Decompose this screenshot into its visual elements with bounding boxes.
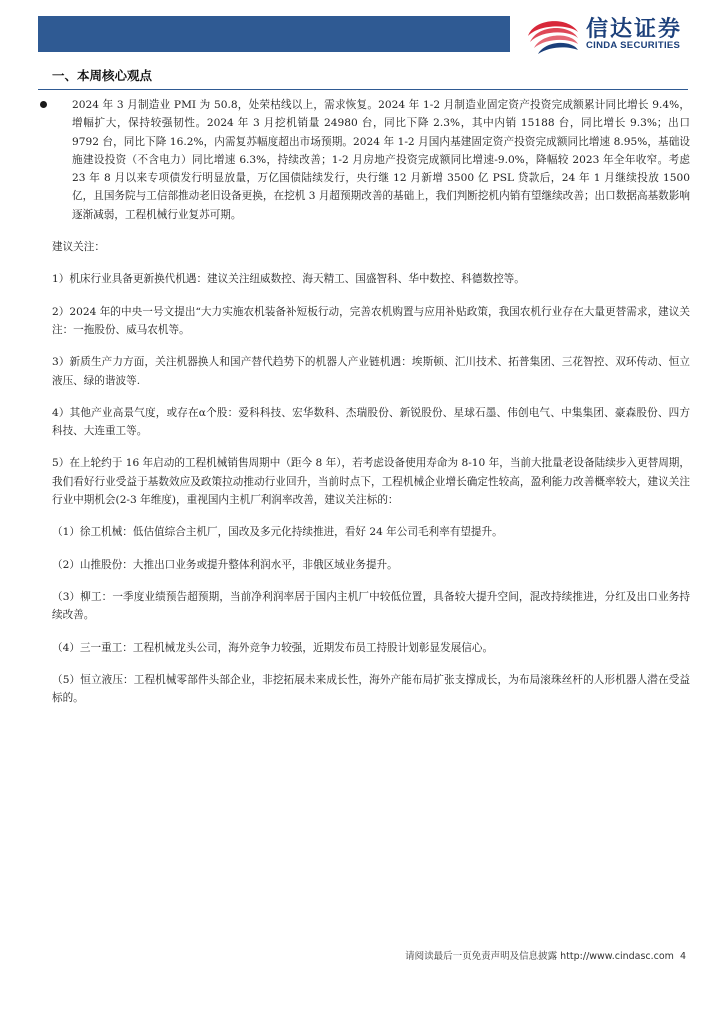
logo-english-text: CINDA SECURITIES	[586, 40, 681, 51]
bullet-dot-icon	[40, 101, 47, 108]
header-bar	[38, 16, 510, 52]
stock-item-1: （1）徐工机械：低估值综合主机厂，国改及多元化持续推进，看好 24 年公司毛利率有望提升。	[52, 526, 503, 539]
footer-disclaimer: 请阅读最后一页免责声明及信息披露 http://www.cindasc.com	[405, 951, 674, 962]
key-point-bullet	[52, 96, 690, 224]
stock-item-5: （5）恒立液压：工程机械零部件头部企业，非挖拓展未来成长性，海外产能布局扩张支撑成长，为布局滚珠丝杆的人形机器人潜在受益标的。	[52, 673, 690, 705]
bullet-text: 2024 年 3 月制造业 PMI 为 50.8，处荣枯线以上，需求恢复。2024 年 1-2 月制造业固定资产投资完成额累计同比增长 9.4%，增幅扩大，保持较强韧性。2024 年 3 月挖机销量 24980 台，同比下降 2.3%，其中内销 15188 台，同比增长 9.3%；出口 9792 台，同比下降 16.2%，内需复苏幅度超出市场预期。2024 年 1-2 月国内基建固定资产投资完成额同比增速 8.95%，基础设施建设投资（不含电力）同比增速 6.3%，持续改善；1-2 月房地产投资完成额同比增速-9.0%，降幅较 2023 年全年收窄。考虑 23 年 8 月以来专项债发行明显放量，万亿国债陆续发行，央行继 12 月新增 3500 亿 PSL 贷款后，24 年 1 月继续投放 1500 亿，且国务院与工信部推动老旧设备更换，在挖机 3 月超预期改善的基础上，我们判断挖机内销有望继续改善；出口数据高基数影响逐渐减弱，工程机械行业复苏可期。	[72, 99, 690, 221]
recommend-item-5: 5）在上轮约于 16 年启动的工程机械销售周期中（距今 8 年），若考虑设备使用寿命为 8-10 年，当前大批量老设备陆续步入更替周期，我们看好行业受益于基数效应及政策拉动推动行业回升，当前时点下，工程机械企业增长确定性较高，盈利能力改善概率较大，建议关注行业中期机会(2-3 年维度)，重视国内主机厂利润率改善，建议关注标的：	[52, 457, 690, 507]
recommend-item-2: 2）2024 年的中央一号文提出“大力实施农机装备补短板行动，完善农机购置与应用补贴政策，我国农机行业存在大量更替需求，建议关注：一拖股份、威马农机等。	[52, 305, 690, 336]
recommend-item-1: 1）机床行业具备更新换代机遇：建议关注纽威数控、海天精工、国盛智科、华中数控、科德数控等。	[52, 273, 525, 286]
stock-item-4: （4）三一重工：工程机械龙头公司，海外竞争力较强，近期发布员工持股计划彰显发展信心。	[52, 641, 494, 654]
cinda-logo-icon	[524, 14, 582, 56]
recommend-item-4: 4）其他产业高景气度，或存在α个股：爱科科技、宏华数科、杰瑞股份、新锐股份、星球石墨、伟创电气、中集集团、豪森股份、四方科技、大连重工等。	[52, 406, 690, 438]
recommend-heading: 建议关注：	[52, 241, 105, 254]
stock-item-2: （2）山推股份：大推出口业务或提升整体利润水平，非俄区域业务提升。	[52, 558, 398, 571]
page-number: 4	[679, 951, 686, 962]
recommend-item-3: 3）新质生产力方面，关注机器换人和国产替代趋势下的机器人产业链机遇：埃斯顿、汇川技术、拓普集团、三花智控、双环传动、恒立液压、绿的谐波等.	[52, 356, 690, 387]
stock-item-3: （3）柳工：一季度业绩预告超预期，当前净利润率居于国内主机厂中较低位置，具备较大提升空间，混改持续推进，分红及出口业务持续改善。	[52, 590, 690, 622]
logo-chinese-text: 信达证券	[586, 17, 683, 42]
brand-logo	[524, 12, 704, 58]
page-footer	[405, 948, 686, 962]
section-title: 一、本周核心观点	[38, 66, 688, 90]
main-content	[52, 96, 690, 707]
